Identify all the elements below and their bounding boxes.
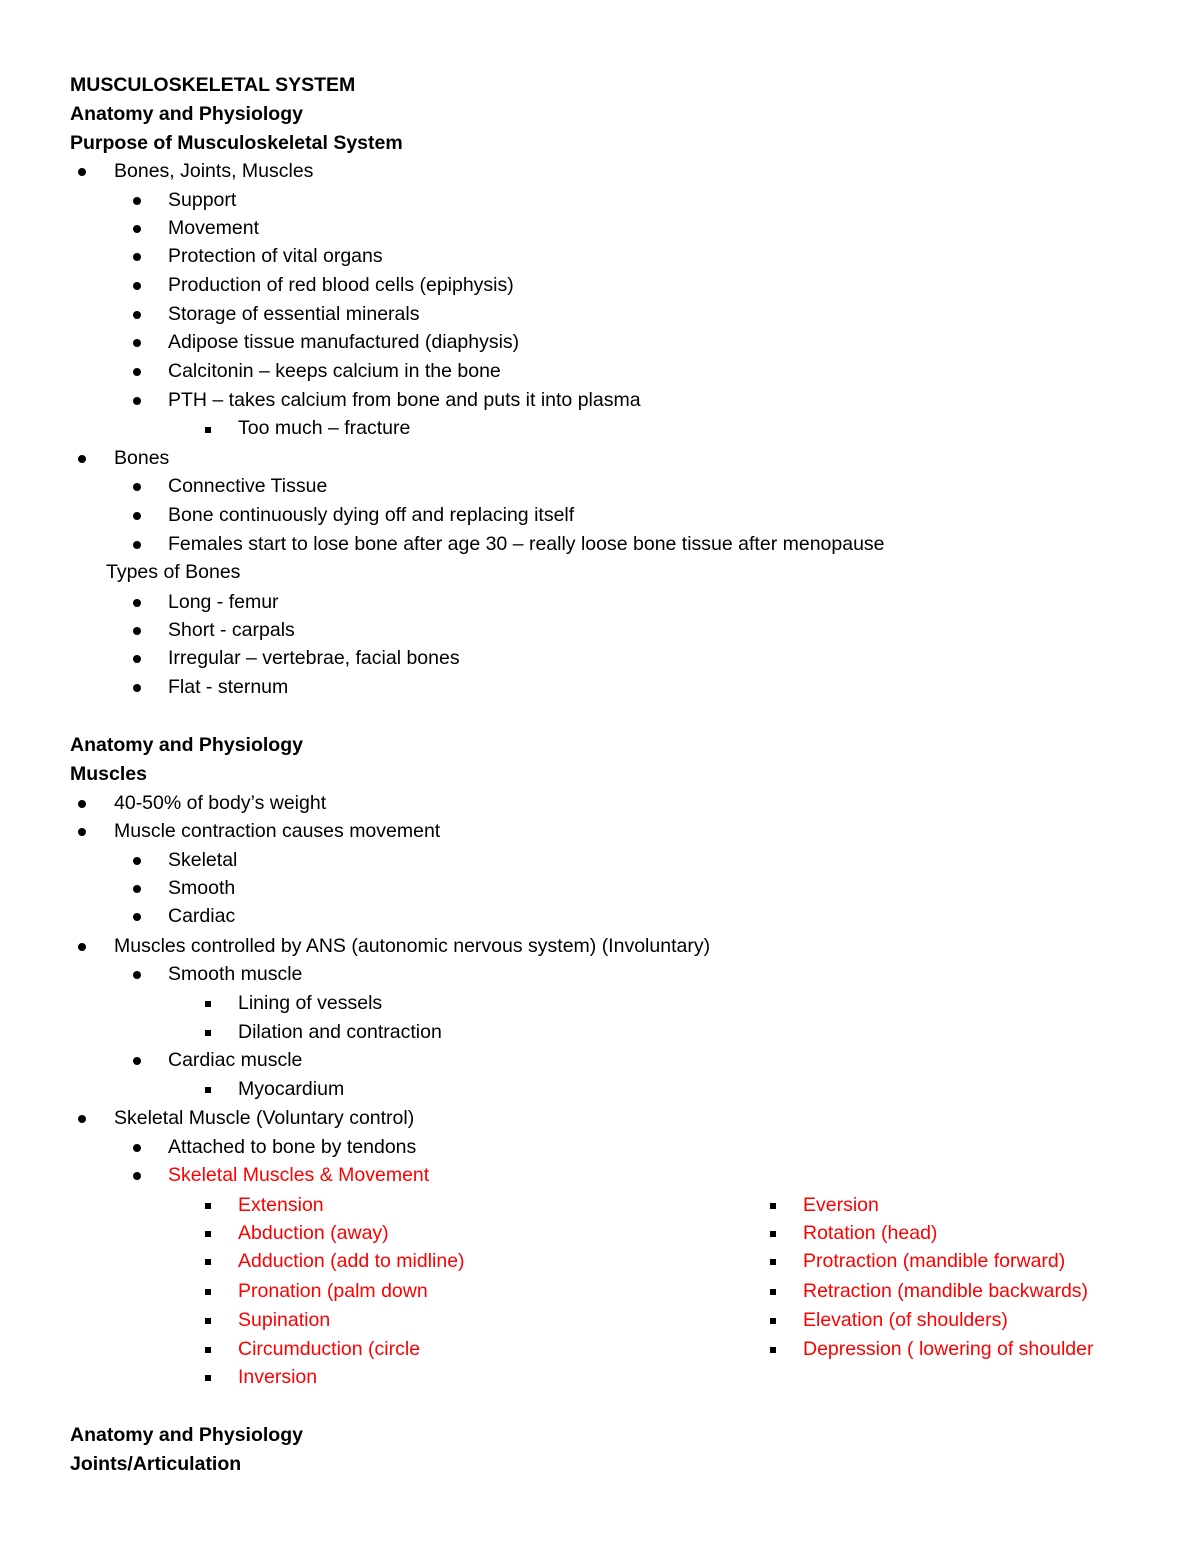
list-item: Attached to bone by tendons <box>168 1136 417 1158</box>
movement-item: Retraction (mandible backwards) <box>803 1280 1089 1302</box>
bullet-dot <box>78 943 86 951</box>
list-item: Skeletal Muscle (Voluntary control) <box>114 1107 415 1129</box>
bullet-dot <box>78 800 86 808</box>
subsection-heading: Purpose of Musculoskeletal System <box>70 132 403 154</box>
list-item: PTH – takes calcium from bone and puts it into plasma <box>168 389 641 411</box>
bullet-square <box>205 1087 211 1093</box>
list-item: Flat - sternum <box>168 676 289 698</box>
list-item: Bones, Joints, Muscles <box>114 160 314 182</box>
bullet-dot <box>133 684 141 692</box>
bullet-square <box>770 1203 776 1209</box>
bullet-dot <box>133 197 141 205</box>
list-item: Lining of vessels <box>238 992 383 1014</box>
list-item: Females start to lose bone after age 30 – really loose bone tissue after menopause <box>168 533 885 555</box>
bullet-square <box>205 427 211 433</box>
bullet-dot <box>133 225 141 233</box>
bullet-dot <box>133 397 141 405</box>
bullet-dot <box>78 1115 86 1123</box>
list-item: Protection of vital organs <box>168 245 383 267</box>
bullet-square <box>205 1289 211 1295</box>
bullet-dot <box>133 1144 141 1152</box>
movement-item: Abduction (away) <box>238 1222 389 1244</box>
bullet-dot <box>133 483 141 491</box>
list-item: Adipose tissue manufactured (diaphysis) <box>168 331 520 353</box>
bullet-dot <box>133 512 141 520</box>
list-item: Muscles controlled by ANS (autonomic nervous system) (Involuntary) <box>114 935 711 957</box>
movement-item: Protraction (mandible forward) <box>803 1250 1066 1272</box>
bullet-square <box>770 1289 776 1295</box>
bullet-dot <box>133 541 141 549</box>
bullet-dot <box>133 1172 141 1180</box>
subsection-heading: Muscles <box>70 763 147 785</box>
list-item: Support <box>168 189 237 211</box>
bullet-dot <box>133 253 141 261</box>
bullet-square <box>770 1259 776 1265</box>
bullet-dot <box>133 627 141 635</box>
bullet-dot <box>133 599 141 607</box>
bullet-square <box>205 1347 211 1353</box>
list-item-highlight: Skeletal Muscles & Movement <box>168 1164 430 1186</box>
bullet-dot <box>133 311 141 319</box>
movement-item: Adduction (add to midline) <box>238 1250 465 1272</box>
movement-item: Rotation (head) <box>803 1222 938 1244</box>
bullet-dot <box>133 339 141 347</box>
bullet-dot <box>133 913 141 921</box>
bullet-dot <box>78 168 86 176</box>
bullet-square <box>205 1001 211 1007</box>
list-item: Movement <box>168 217 260 239</box>
bullet-dot <box>78 455 86 463</box>
list-item: 40-50% of body’s weight <box>114 792 327 814</box>
list-item: Irregular – vertebrae, facial bones <box>168 647 460 669</box>
bullet-square <box>205 1375 211 1381</box>
subsection-heading: Joints/Articulation <box>70 1453 242 1475</box>
bullet-square <box>770 1318 776 1324</box>
list-item: Dilation and contraction <box>238 1021 442 1043</box>
list-item: Production of red blood cells (epiphysis) <box>168 274 514 296</box>
list-item: Bones <box>114 447 170 469</box>
movement-item: Supination <box>238 1309 331 1331</box>
bullet-square <box>205 1318 211 1324</box>
bullet-square <box>205 1030 211 1036</box>
list-item: Smooth <box>168 877 236 899</box>
bullet-dot <box>133 885 141 893</box>
list-item: Muscle contraction causes movement <box>114 820 441 842</box>
bullet-dot <box>133 857 141 865</box>
bullet-square <box>770 1347 776 1353</box>
list-item: Calcitonin – keeps calcium in the bone <box>168 360 501 382</box>
list-item: Smooth muscle <box>168 963 303 985</box>
section-heading: Anatomy and Physiology <box>70 1424 303 1446</box>
movement-item: Pronation (palm down <box>238 1280 428 1302</box>
list-item: Long - femur <box>168 591 279 613</box>
movement-item: Circumduction (circle <box>238 1338 421 1360</box>
list-item: Storage of essential minerals <box>168 303 420 325</box>
subsection-label: Types of Bones <box>106 561 241 583</box>
list-item: Too much – fracture <box>238 417 411 439</box>
bullet-dot <box>78 828 86 836</box>
bullet-dot <box>133 368 141 376</box>
list-item: Cardiac muscle <box>168 1049 303 1071</box>
movement-item: Extension <box>238 1194 324 1216</box>
movement-item: Inversion <box>238 1366 318 1388</box>
bullet-square <box>770 1231 776 1237</box>
bullet-dot <box>133 282 141 290</box>
bullet-dot <box>133 971 141 979</box>
movement-item: Elevation (of shoulders) <box>803 1309 1008 1331</box>
list-item: Connective Tissue <box>168 475 328 497</box>
list-item: Bone continuously dying off and replacing itself <box>168 504 575 526</box>
section-heading: Anatomy and Physiology <box>70 734 303 756</box>
movement-item: Eversion <box>803 1194 879 1216</box>
list-item: Skeletal <box>168 849 238 871</box>
bullet-dot <box>133 655 141 663</box>
bullet-square <box>205 1203 211 1209</box>
section-heading: Anatomy and Physiology <box>70 103 303 125</box>
bullet-square <box>205 1259 211 1265</box>
document-title: MUSCULOSKELETAL SYSTEM <box>70 74 356 96</box>
bullet-square <box>205 1231 211 1237</box>
list-item: Cardiac <box>168 905 236 927</box>
list-item: Short - carpals <box>168 619 295 641</box>
movement-item: Depression ( lowering of shoulder <box>803 1338 1094 1360</box>
bullet-dot <box>133 1057 141 1065</box>
list-item: Myocardium <box>238 1078 345 1100</box>
